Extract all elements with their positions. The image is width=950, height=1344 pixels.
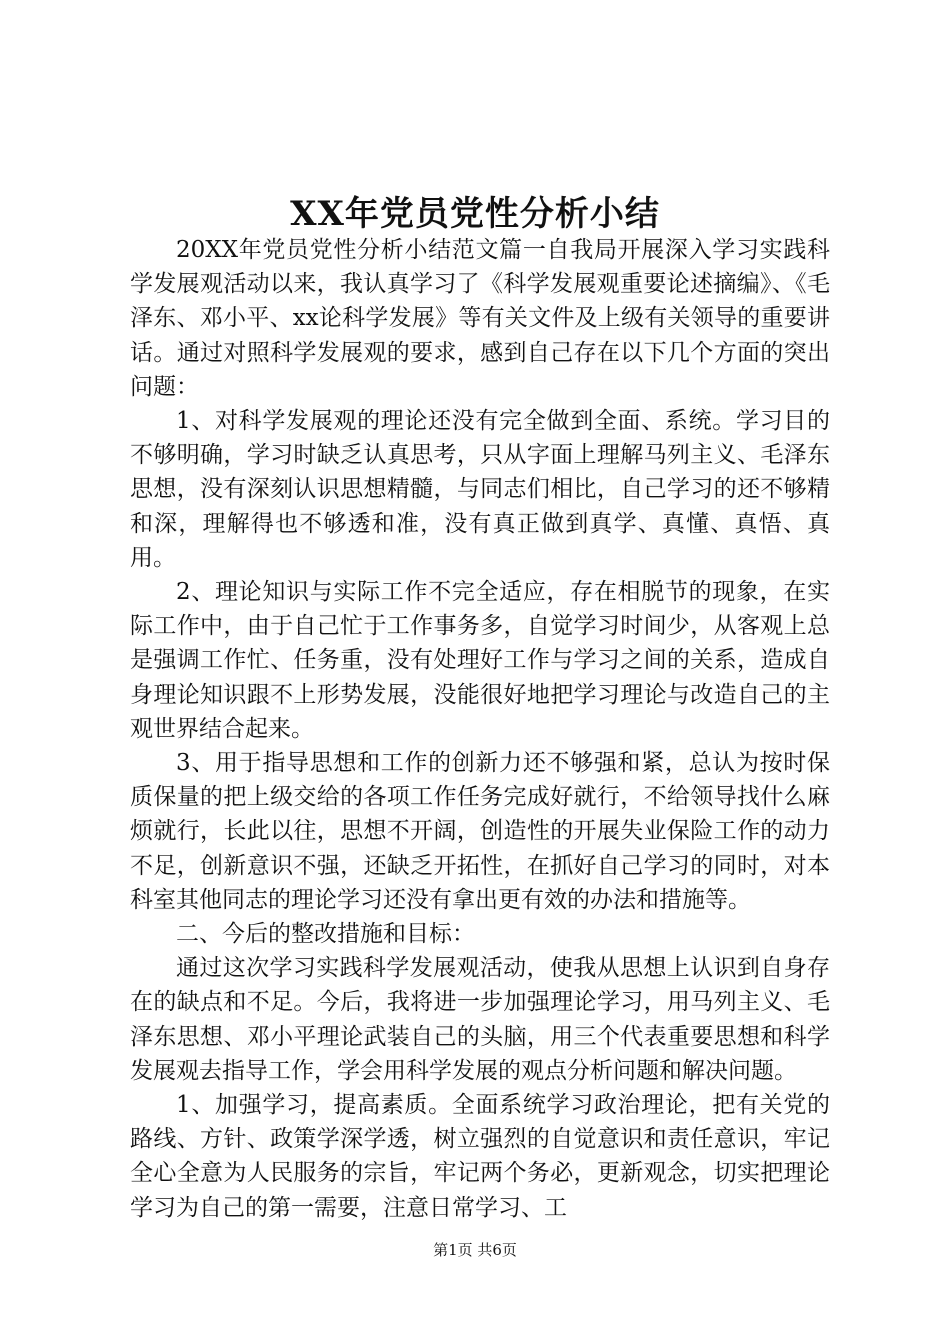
document-body (130, 233, 830, 1225)
paragraph-problem-2: 2、理论知识与实际工作不完全适应，存在相脱节的现象，在实际工作中，由于自己忙于工作事务多，自觉学习时间少，从客观上总是强调工作忙、任务重，没有处理好工作与学习之间的关系，造成自身理论知识跟不上形势发展，没能很好地把学习理论与改造自己的主观世界结合起来。 (130, 579, 830, 742)
section-heading-measures: 二、今后的整改措施和目标： (176, 921, 475, 948)
paragraph-intro: 20XX年党员党性分析小结范文篇一自我局开展深入学习实践科学发展观活动以来，我认真学习了《科学发展观重要论述摘编》、《毛泽东、邓小平、xx论科学发展》等有关文件及上级有关领导的重要讲话。通过对照科学发展观的要求，感到自己存在以下几个方面的突出问题： (130, 237, 830, 400)
paragraph-problem-3: 3、用于指导思想和工作的创新力还不够强和紧，总认为按时保质保量的把上级交给的各项工作任务完成好就行，不给领导找什么麻烦就行，长此以往，思想不开阔，创造性的开展失业保险工作的动力不足，创新意识不强，还缺乏开拓性，在抓好自己学习的同时，对本科室其他同志的理论学习还没有拿出更有效的办法和措施等。 (130, 750, 830, 913)
page-footer: 第1页 共6页 (433, 1241, 517, 1259)
paragraph-measure-1: 1、加强学习，提高素质。全面系统学习政治理论，把有关党的路线、方针、政策学深学透，树立强烈的自觉意识和责任意识，牢记全心全意为人民服务的宗旨，牢记两个务必，更新观念，切实把理论学习为自己的第一需要，注意日常学习、工 (130, 1092, 830, 1221)
paragraph-measures-intro: 通过这次学习实践科学发展观活动，使我从思想上认识到自身存在的缺点和不足。今后，我将进一步加强理论学习，用马列主义、毛泽东思想、邓小平理论武装自己的头脑，用三个代表重要思想和科学发展观去指导工作，学会用科学发展的观点分析问题和解决问题。 (130, 955, 830, 1084)
paragraph-problem-1: 1、对科学发展观的理论还没有完全做到全面、系统。学习目的不够明确，学习时缺乏认真思考，只从字面上理解马列主义、毛泽东思想，没有深刻认识思想精髓，与同志们相比，自己学习的还不够精和深，理解得也不够透和准，没有真正做到真学、真懂、真悟、真用。 (130, 408, 830, 571)
page-title: XX年党员党性分析小结 (290, 194, 660, 234)
